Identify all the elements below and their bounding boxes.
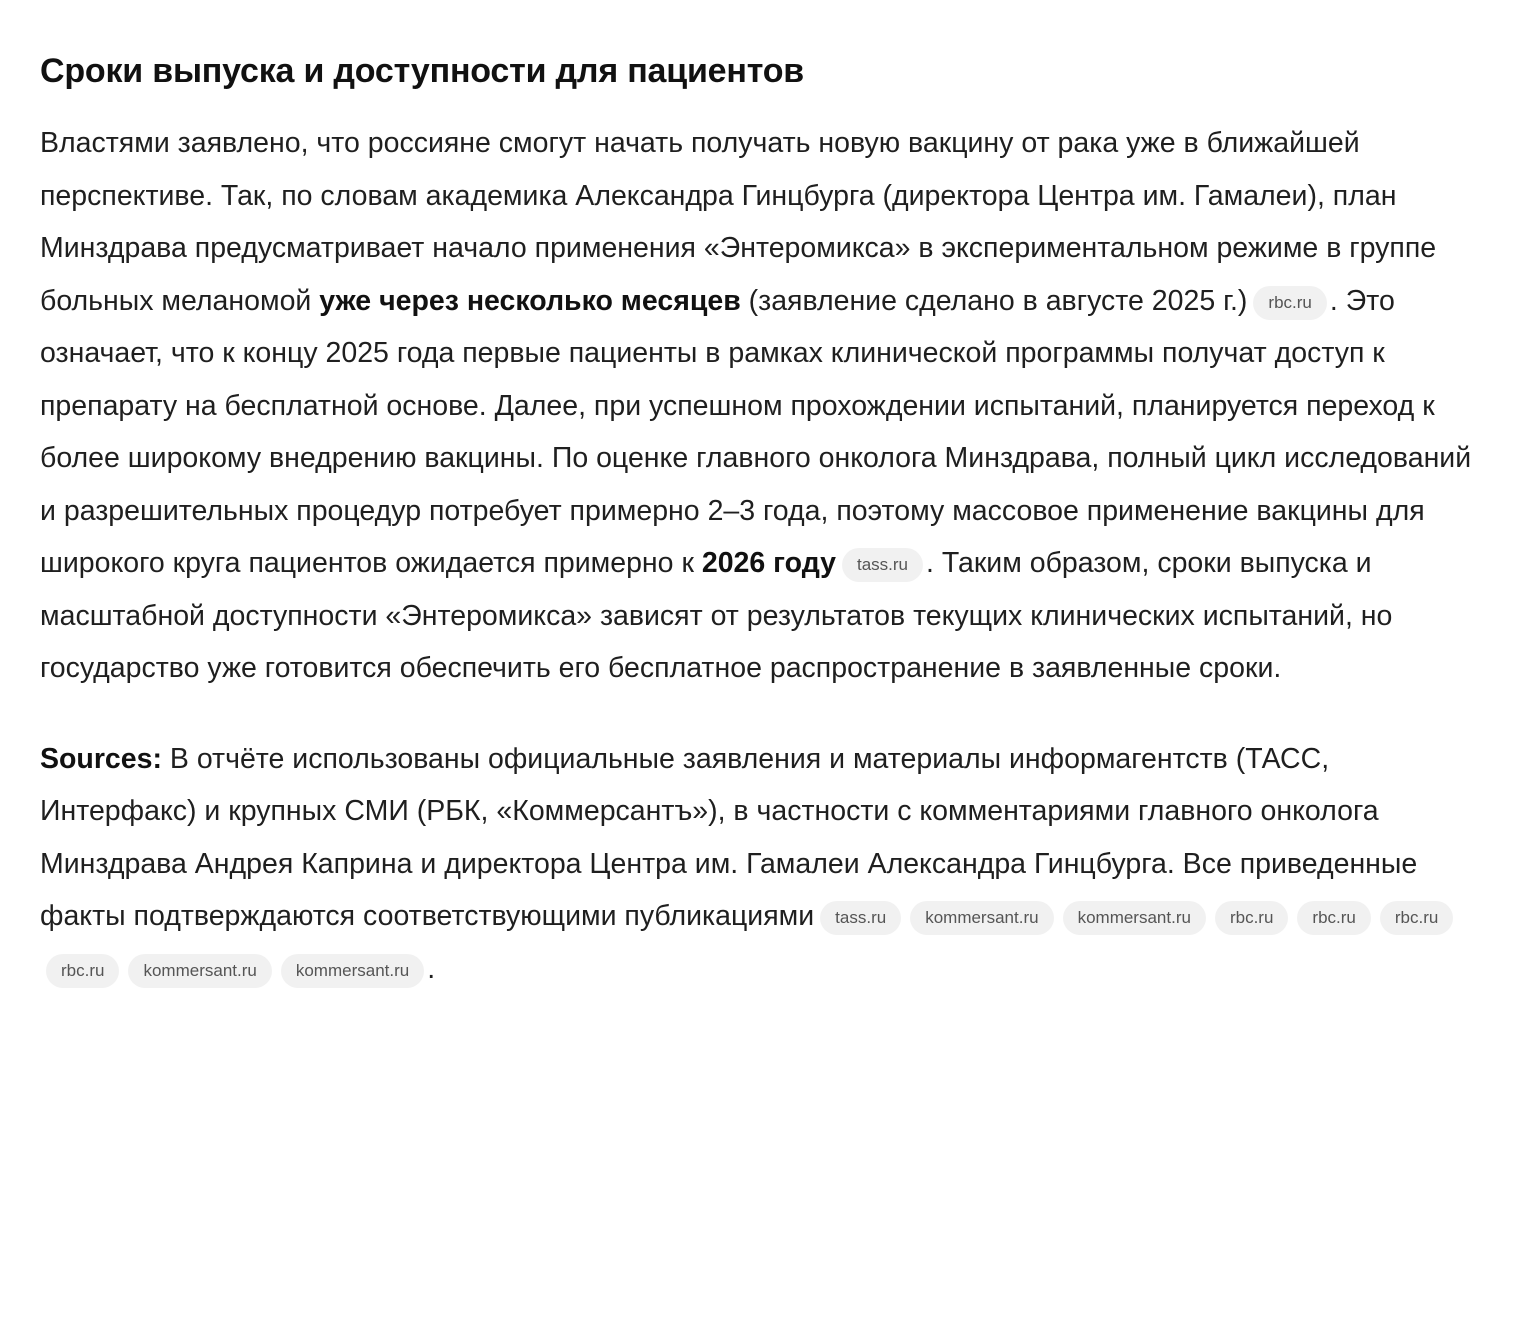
source-chip-tass[interactable]: tass.ru: [842, 548, 923, 582]
body-text-3: . Это означает, что к концу 2025 года первые пациенты в рамках клинической программы получат доступ к препарату на бесплатной основе. Далее, при успешном прохождении испытаний, планируется переход к более широкому внедрению вакцины. По оценке главного онколога Минздрава, полный цикл исследований и разрешительных процедур потребует примерно 2–3 года, поэтому массовое применение вакцины для широкого круга пациентов ожидается примерно к: [40, 284, 1472, 579]
section-title: Сроки выпуска и доступности для пациентов: [40, 52, 804, 90]
body-paragraph: [40, 117, 1480, 695]
source-chip-rbc[interactable]: rbc.ru: [1253, 286, 1326, 320]
source-chip-4[interactable]: rbc.ru: [1215, 901, 1288, 935]
body-bold-1: уже через несколько месяцев: [319, 284, 741, 317]
sources-paragraph: [40, 733, 1480, 996]
source-chip-3[interactable]: kommersant.ru: [1063, 901, 1206, 935]
sources-text: В отчёте использованы официальные заявления и материалы информагентств (ТАСС, Интерфакс) и крупных СМИ (РБК, «Коммерсантъ»), в частности с комментариями главного онколога Минздрава Андрея Каприна и директора Центра им. Гамалеи Александра Гинцбурга. Все приведенные факты подтверждаются соответствующими публикациями: [40, 742, 1418, 932]
source-chip-1[interactable]: tass.ru: [820, 901, 901, 935]
source-chip-8[interactable]: kommersant.ru: [128, 954, 271, 988]
source-chip-5[interactable]: rbc.ru: [1297, 901, 1370, 935]
source-chip-6[interactable]: rbc.ru: [1380, 901, 1453, 935]
sources-label: Sources:: [40, 742, 162, 775]
body-text-4: . Таким образом, сроки выпуска и масштабной доступности «Энтеромикса» зависят от результатов текущих клинических испытаний, но государство уже готовится обеспечить его бесплатное распространение в заявленные сроки.: [40, 547, 1393, 684]
body-text-1: Властями заявлено, что россияне смогут начать получать новую вакцину от рака уже в ближайшей перспективе. Так, по словам академика Александра Гинцбурга (директора Центра им. Гамалеи), план Минздрава предусматривает начало применения «Энтеромикса» в экспериментальном режиме в группе больных меланомой: [40, 127, 1437, 317]
article-section: [40, 0, 1480, 995]
source-chip-9[interactable]: kommersant.ru: [281, 954, 424, 988]
source-chip-7[interactable]: rbc.ru: [46, 954, 119, 988]
sources-end: .: [427, 952, 436, 985]
body-text-2: (заявление сделано в августе 2025 г.): [740, 284, 1248, 317]
source-chip-2[interactable]: kommersant.ru: [910, 901, 1053, 935]
body-bold-2: 2026 году: [701, 547, 836, 579]
